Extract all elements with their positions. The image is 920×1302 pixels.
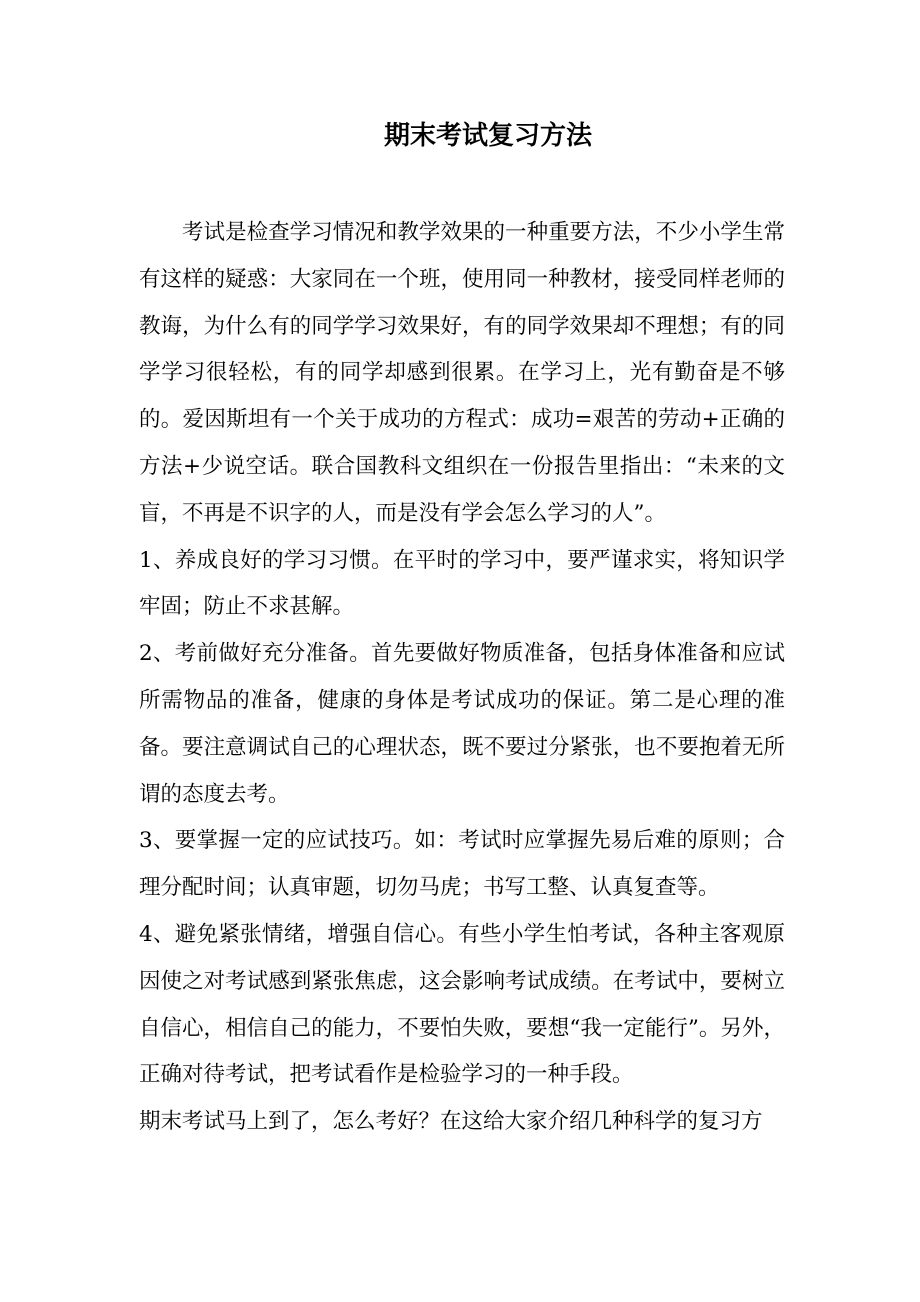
tip-paragraph-3: 3、要掌握一定的应试技巧。如：考试时应掌握先易后难的原则；合理分配时间；认真审题，切勿马虎；书写工整、认真复查等。 [139, 828, 785, 901]
tip-paragraph-2: 2、考前做好充分准备。首先要做好物质准备，包括身体准备和应试所需物品的准备，健康的身体是考试成功的保证。第二是心理的准备。要注意调试自己的心理状态，既不要过分紧张，也不要抱着无所谓的态度去考。 [139, 641, 785, 807]
tip-paragraph-4: 4、避免紧张情绪，增强自信心。有些小学生怕考试，各种主客观原因使之对考试感到紧张焦虑，这会影响考试成绩。在考试中，要树立自信心，相信自己的能力，不要怕失败，要想“我一定能行”。另外，正确对待考试，把考试看作是检验学习的一种手段。 [139, 921, 785, 1088]
document-body [139, 210, 785, 1146]
tip-paragraph-1: 1、养成良好的学习习惯。在平时的学习中，要严谨求实，将知识学牢固；防止不求甚解。 [139, 547, 785, 620]
intro-paragraph: 考试是检查学习情况和教学效果的一种重要方法，不少小学生常有这样的疑惑：大家同在一个班，使用同一种教材，接受同样老师的教诲，为什么有的同学学习效果好，有的同学效果却不理想；有的同学学习很轻松，有的同学却感到很累。在学习上，光有勤奋是不够的。爱因斯坦有一个关于成功的方程式：成功=艰苦的劳动+正确的方法+少说空话。联合国教科文组织在一份报告里指出：“未来的文盲，不再是不识字的人，而是没有学会怎么学习的人”。 [139, 220, 785, 526]
document-title: 期末考试复习方法 [383, 121, 592, 151]
closing-paragraph: 期末考试马上到了，怎么考好？在这给大家介绍几种科学的复习方 [139, 1109, 763, 1135]
